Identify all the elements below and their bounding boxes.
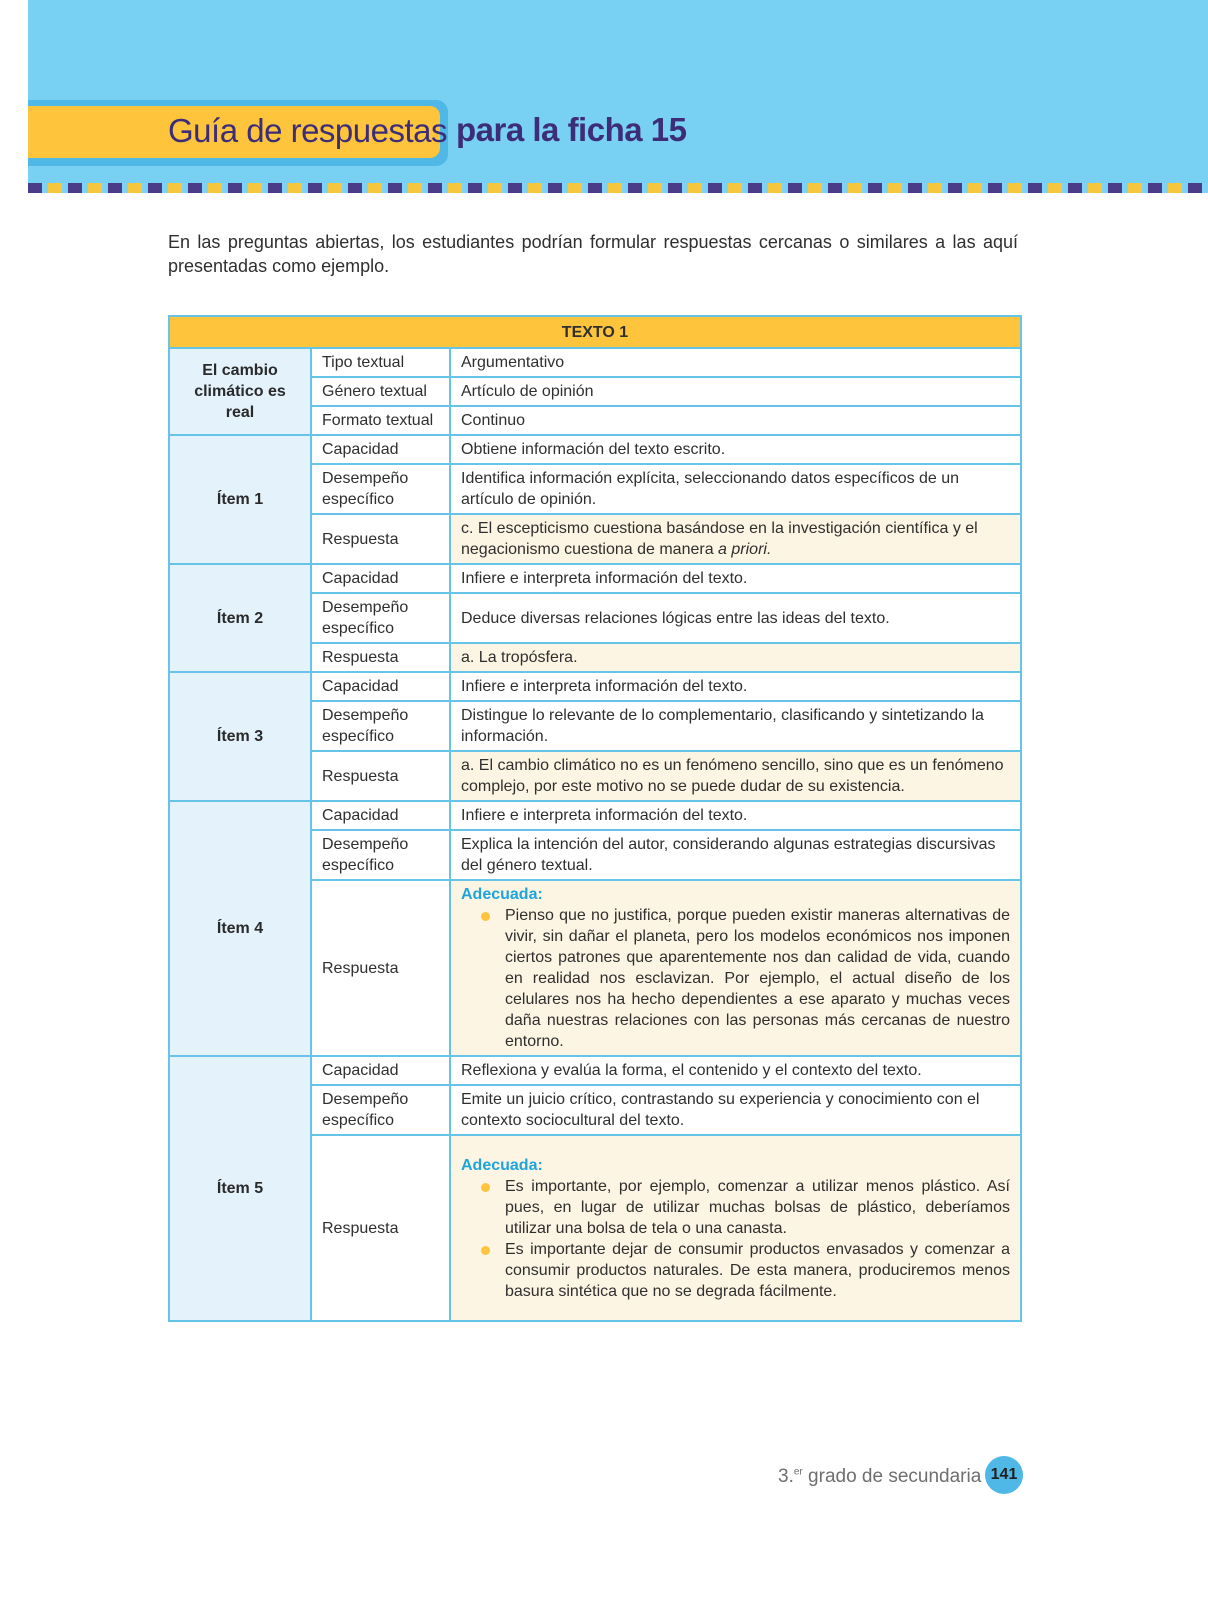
desempeno-value: Deduce diversas relaciones lógicas entre las ideas del texto. (450, 593, 1021, 643)
grade-superscript: er (793, 1466, 803, 1478)
desempeno-value: Explica la intención del autor, considerando algunas estrategias discursivas del género textual. (450, 830, 1021, 880)
table-heading: TEXTO 1 (169, 316, 1021, 348)
respuesta-label: Respuesta (311, 751, 450, 801)
item-name: Ítem 5 (169, 1056, 311, 1321)
desempeno-label: Desempeño específico (311, 830, 450, 880)
table-row (169, 672, 1021, 701)
item-name: Ítem 4 (169, 801, 311, 1056)
respuesta-value (450, 514, 1021, 564)
capacidad-label: Capacidad (311, 435, 450, 464)
desempeno-label: Desempeño específico (311, 1085, 450, 1135)
desempeno-label: Desempeño específico (311, 464, 450, 514)
desempeno-value: Identifica información explícita, seleccionando datos específicos de un artículo de opinión. (450, 464, 1021, 514)
respuesta-text: c. El escepticismo cuestiona basándose en la investigación científica y el negacionismo cuestiona de manera (461, 520, 978, 558)
row-value: Continuo (450, 406, 1021, 435)
list-item: Pienso que no justifica, porque pueden existir maneras alternativas de vivir, sin dañar el planeta, pero los modelos económicos nos imponen ciertos patrones que aparentemente nos dan calidad de vida, cuando en realidad nos esclavizan. Por ejemplo, el actual diseño de los celulares nos ha hecho dependientes a ese aparato y muchas veces daña nuestras relaciones con las personas más cercanas de nuestro entorno. (505, 907, 1010, 1050)
capacidad-value: Infiere e interpreta información del texto. (450, 801, 1021, 830)
item-name: Ítem 1 (169, 435, 311, 564)
row-label: Género textual (311, 377, 450, 406)
table-row (169, 564, 1021, 593)
capacidad-value: Reflexiona y evalúa la forma, el contenido y el contexto del texto. (450, 1056, 1021, 1085)
adecuada-label: Adecuada: (461, 886, 543, 903)
row-value: Argumentativo (450, 348, 1021, 377)
grade-text: grado de secundaria (802, 1466, 982, 1487)
respuesta-label: Respuesta (311, 643, 450, 672)
capacidad-label: Capacidad (311, 1056, 450, 1085)
table-header-row (169, 316, 1021, 348)
capacidad-label: Capacidad (311, 801, 450, 830)
desempeno-value: Distingue lo relevante de lo complementario, clasificando y sintetizando la información. (450, 701, 1021, 751)
row-label: Formato textual (311, 406, 450, 435)
page-subtitle: para la ficha 15 (456, 111, 687, 148)
respuesta-value (450, 1135, 1021, 1321)
respuesta-label: Respuesta (311, 1135, 450, 1321)
respuesta-value: a. El cambio climático no es un fenómeno sencillo, sino que es un fenómeno complejo, por este motivo no se puede dudar de su existencia. (450, 751, 1021, 801)
list-item: Es importante, por ejemplo, comenzar a utilizar menos plástico. Así pues, en lugar de utilizar muchas bolsas de plástico, deberíamos utilizar una bolsa de tela o una canasta. (505, 1177, 1010, 1237)
capacidad-label: Capacidad (311, 672, 450, 701)
capacidad-value: Obtiene información del texto escrito. (450, 435, 1021, 464)
desempeno-label: Desempeño específico (311, 593, 450, 643)
capacidad-label: Capacidad (311, 564, 450, 593)
capacidad-value: Infiere e interpreta información del texto. (450, 672, 1021, 701)
row-label: Tipo textual (311, 348, 450, 377)
table-row (169, 801, 1021, 830)
row-value: Artículo de opinión (450, 377, 1021, 406)
page-number: 141 (985, 1456, 1023, 1494)
respuesta-italic: a priori. (718, 541, 772, 558)
respuesta-value: a. La tropósfera. (450, 643, 1021, 672)
desempeno-label: Desempeño específico (311, 701, 450, 751)
answer-list (461, 905, 1010, 1052)
respuesta-label: Respuesta (311, 880, 450, 1056)
respuesta-label: Respuesta (311, 514, 450, 564)
intro-paragraph: En las preguntas abiertas, los estudiantes podrían formular respuestas cercanas o similares a las aquí presentadas como ejemplo. (168, 232, 1018, 276)
table-row (169, 1056, 1021, 1085)
capacidad-value: Infiere e interpreta información del texto. (450, 564, 1021, 593)
respuesta-value (450, 880, 1021, 1056)
desempeno-value: Emite un juicio crítico, contrastando su experiencia y conocimiento con el contexto sociocultural del texto. (450, 1085, 1021, 1135)
adecuada-label: Adecuada: (461, 1156, 543, 1174)
item-name: Ítem 2 (169, 564, 311, 672)
item-name: Ítem 3 (169, 672, 311, 801)
answer-guide-table (168, 315, 1022, 1322)
grade-label (778, 1466, 981, 1488)
text-title-cell: El cambio climático es real (169, 348, 311, 435)
list-item: Es importante dejar de consumir productos envasados y comenzar a consumir productos naturales. De esta manera, produciremos menos basura sintética que no se degrada fácilmente. (505, 1240, 1010, 1300)
table-row (169, 348, 1021, 377)
grade-number: 3. (778, 1466, 794, 1487)
answer-list (461, 1176, 1010, 1302)
decorative-stripe (28, 183, 1208, 193)
page-title: Guía de respuestas (168, 112, 448, 149)
table-row (169, 435, 1021, 464)
